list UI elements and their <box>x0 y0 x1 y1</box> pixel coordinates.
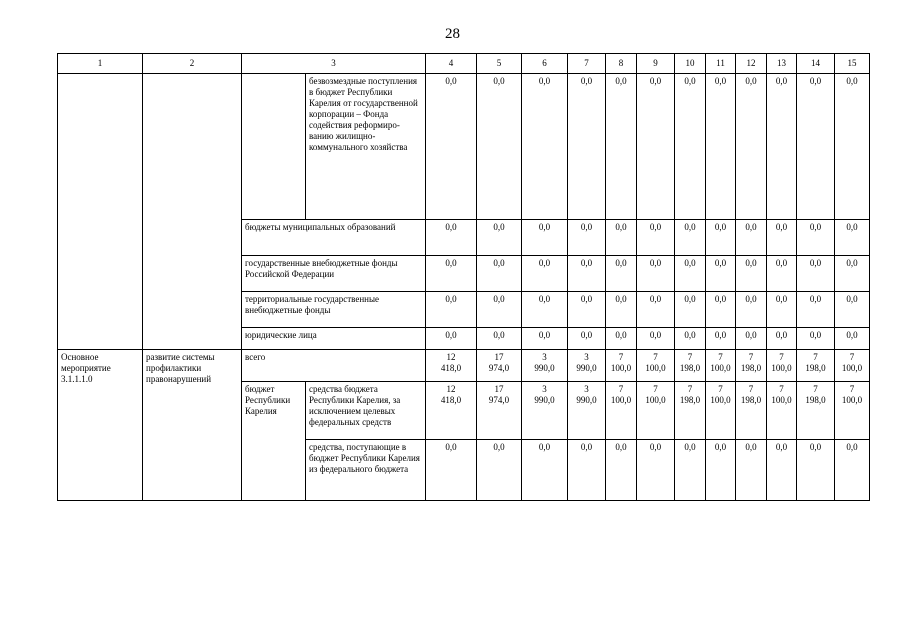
value-cell: 0,0 <box>522 292 568 328</box>
value-cell: 7 100,0 <box>767 350 797 382</box>
budget-table <box>57 53 870 501</box>
value-cell: 12 418,0 <box>426 382 477 440</box>
value-cell: 0,0 <box>835 440 870 501</box>
value-cell: 0,0 <box>477 256 522 292</box>
value-cell: 17 974,0 <box>477 350 522 382</box>
value-cell: 0,0 <box>637 292 675 328</box>
value-cell: 0,0 <box>426 328 477 350</box>
value-cell: 7 100,0 <box>835 350 870 382</box>
value-cell: 0,0 <box>736 292 767 328</box>
value-cell: 0,0 <box>797 328 835 350</box>
row-label: безвозмездные поступления в бюджет Республики Карелия от государственной корпорации – Фонда содействия реформиро-ванию жилищно-коммунального хозяйства <box>306 74 426 220</box>
value-cell: 7 100,0 <box>767 382 797 440</box>
value-cell: 3 990,0 <box>568 382 606 440</box>
value-cell: 0,0 <box>568 328 606 350</box>
column-header: 5 <box>477 54 522 74</box>
value-cell: 12 418,0 <box>426 350 477 382</box>
value-cell: 0,0 <box>426 440 477 501</box>
value-cell: 0,0 <box>637 256 675 292</box>
value-cell: 0,0 <box>606 328 637 350</box>
value-cell: 0,0 <box>706 292 736 328</box>
measure-name: развитие системы профилактики правонарушений <box>143 350 242 501</box>
value-cell: 7 198,0 <box>797 382 835 440</box>
value-cell: 0,0 <box>568 220 606 256</box>
value-cell: 0,0 <box>426 220 477 256</box>
value-cell: 7 198,0 <box>736 382 767 440</box>
value-cell: 0,0 <box>767 256 797 292</box>
value-cell: 0,0 <box>477 292 522 328</box>
value-cell: 0,0 <box>797 256 835 292</box>
value-cell: 0,0 <box>606 440 637 501</box>
value-cell: 0,0 <box>606 220 637 256</box>
value-cell: 0,0 <box>426 292 477 328</box>
value-cell: 0,0 <box>477 220 522 256</box>
value-cell: 0,0 <box>835 328 870 350</box>
value-cell: 0,0 <box>835 292 870 328</box>
column-header: 7 <box>568 54 606 74</box>
row-label: всего <box>242 350 426 382</box>
value-cell: 0,0 <box>767 74 797 220</box>
value-cell: 0,0 <box>835 256 870 292</box>
value-cell: 3 990,0 <box>522 382 568 440</box>
column-header: 8 <box>606 54 637 74</box>
column-header: 10 <box>675 54 706 74</box>
column-header: 1 <box>58 54 143 74</box>
column-header: 13 <box>767 54 797 74</box>
value-cell: 3 990,0 <box>568 350 606 382</box>
table-row <box>58 350 870 382</box>
value-cell: 0,0 <box>637 220 675 256</box>
value-cell: 7 100,0 <box>606 382 637 440</box>
value-cell: 17 974,0 <box>477 382 522 440</box>
value-cell: 7 100,0 <box>637 350 675 382</box>
value-cell: 0,0 <box>637 74 675 220</box>
column-header: 4 <box>426 54 477 74</box>
value-cell: 0,0 <box>736 328 767 350</box>
value-cell: 0,0 <box>522 440 568 501</box>
value-cell: 0,0 <box>477 74 522 220</box>
row-label: территориальные государственные внебюджетные фонды <box>242 292 426 328</box>
value-cell: 0,0 <box>606 74 637 220</box>
value-cell: 0,0 <box>675 220 706 256</box>
column-header: 3 <box>242 54 426 74</box>
value-cell: 0,0 <box>426 256 477 292</box>
column-header: 12 <box>736 54 767 74</box>
value-cell: 0,0 <box>736 220 767 256</box>
value-cell: 0,0 <box>477 440 522 501</box>
value-cell: 7 198,0 <box>675 350 706 382</box>
value-cell: 0,0 <box>568 292 606 328</box>
row-label: бюджеты муниципальных образований <box>242 220 426 256</box>
empty-cell <box>58 74 143 350</box>
value-cell: 0,0 <box>835 74 870 220</box>
row-label: государственные внебюджетные фонды Российской Федерации <box>242 256 426 292</box>
value-cell: 0,0 <box>675 292 706 328</box>
value-cell: 7 198,0 <box>675 382 706 440</box>
value-cell: 0,0 <box>426 74 477 220</box>
value-cell: 0,0 <box>522 256 568 292</box>
row-label: средства бюджета Республики Карелия, за исключением целевых федеральных средств <box>306 382 426 440</box>
value-cell: 0,0 <box>675 440 706 501</box>
value-cell: 0,0 <box>477 328 522 350</box>
value-cell: 7 198,0 <box>797 350 835 382</box>
column-header: 2 <box>143 54 242 74</box>
value-cell: 0,0 <box>568 74 606 220</box>
value-cell: 7 100,0 <box>637 382 675 440</box>
column-header: 11 <box>706 54 736 74</box>
row-label: средства, поступающие в бюджет Республики Карелия из федерального бюджета <box>306 440 426 501</box>
value-cell: 0,0 <box>767 440 797 501</box>
empty-cell <box>242 74 306 220</box>
value-cell: 0,0 <box>835 220 870 256</box>
page-number: 28 <box>445 26 460 42</box>
value-cell: 0,0 <box>522 328 568 350</box>
value-cell: 0,0 <box>767 328 797 350</box>
value-cell: 0,0 <box>568 256 606 292</box>
value-cell: 0,0 <box>675 256 706 292</box>
value-cell: 7 100,0 <box>706 350 736 382</box>
value-cell: 0,0 <box>568 440 606 501</box>
value-cell: 0,0 <box>675 328 706 350</box>
value-cell: 0,0 <box>797 440 835 501</box>
value-cell: 0,0 <box>706 440 736 501</box>
budget-label: бюджет Республики Карелия <box>242 382 306 501</box>
value-cell: 0,0 <box>522 220 568 256</box>
row-label: юридические лица <box>242 328 426 350</box>
value-cell: 0,0 <box>706 328 736 350</box>
value-cell: 7 100,0 <box>835 382 870 440</box>
value-cell: 0,0 <box>797 74 835 220</box>
value-cell: 3 990,0 <box>522 350 568 382</box>
value-cell: 0,0 <box>706 220 736 256</box>
value-cell: 0,0 <box>706 256 736 292</box>
value-cell: 0,0 <box>637 328 675 350</box>
value-cell: 0,0 <box>522 74 568 220</box>
value-cell: 0,0 <box>797 292 835 328</box>
value-cell: 0,0 <box>736 440 767 501</box>
measure-code: Основное мероприятие 3.1.1.1.0 <box>58 350 143 501</box>
column-header: 15 <box>835 54 870 74</box>
value-cell: 0,0 <box>767 292 797 328</box>
column-header: 14 <box>797 54 835 74</box>
value-cell: 0,0 <box>637 440 675 501</box>
column-header: 6 <box>522 54 568 74</box>
column-number-row <box>58 54 870 74</box>
value-cell: 0,0 <box>767 220 797 256</box>
value-cell: 7 100,0 <box>606 350 637 382</box>
value-cell: 7 100,0 <box>706 382 736 440</box>
table-row <box>58 74 870 220</box>
value-cell: 0,0 <box>606 256 637 292</box>
value-cell: 7 198,0 <box>736 350 767 382</box>
value-cell: 0,0 <box>675 74 706 220</box>
empty-cell <box>143 74 242 350</box>
value-cell: 0,0 <box>706 74 736 220</box>
value-cell: 0,0 <box>736 74 767 220</box>
value-cell: 0,0 <box>797 220 835 256</box>
value-cell: 0,0 <box>606 292 637 328</box>
column-header: 9 <box>637 54 675 74</box>
value-cell: 0,0 <box>736 256 767 292</box>
